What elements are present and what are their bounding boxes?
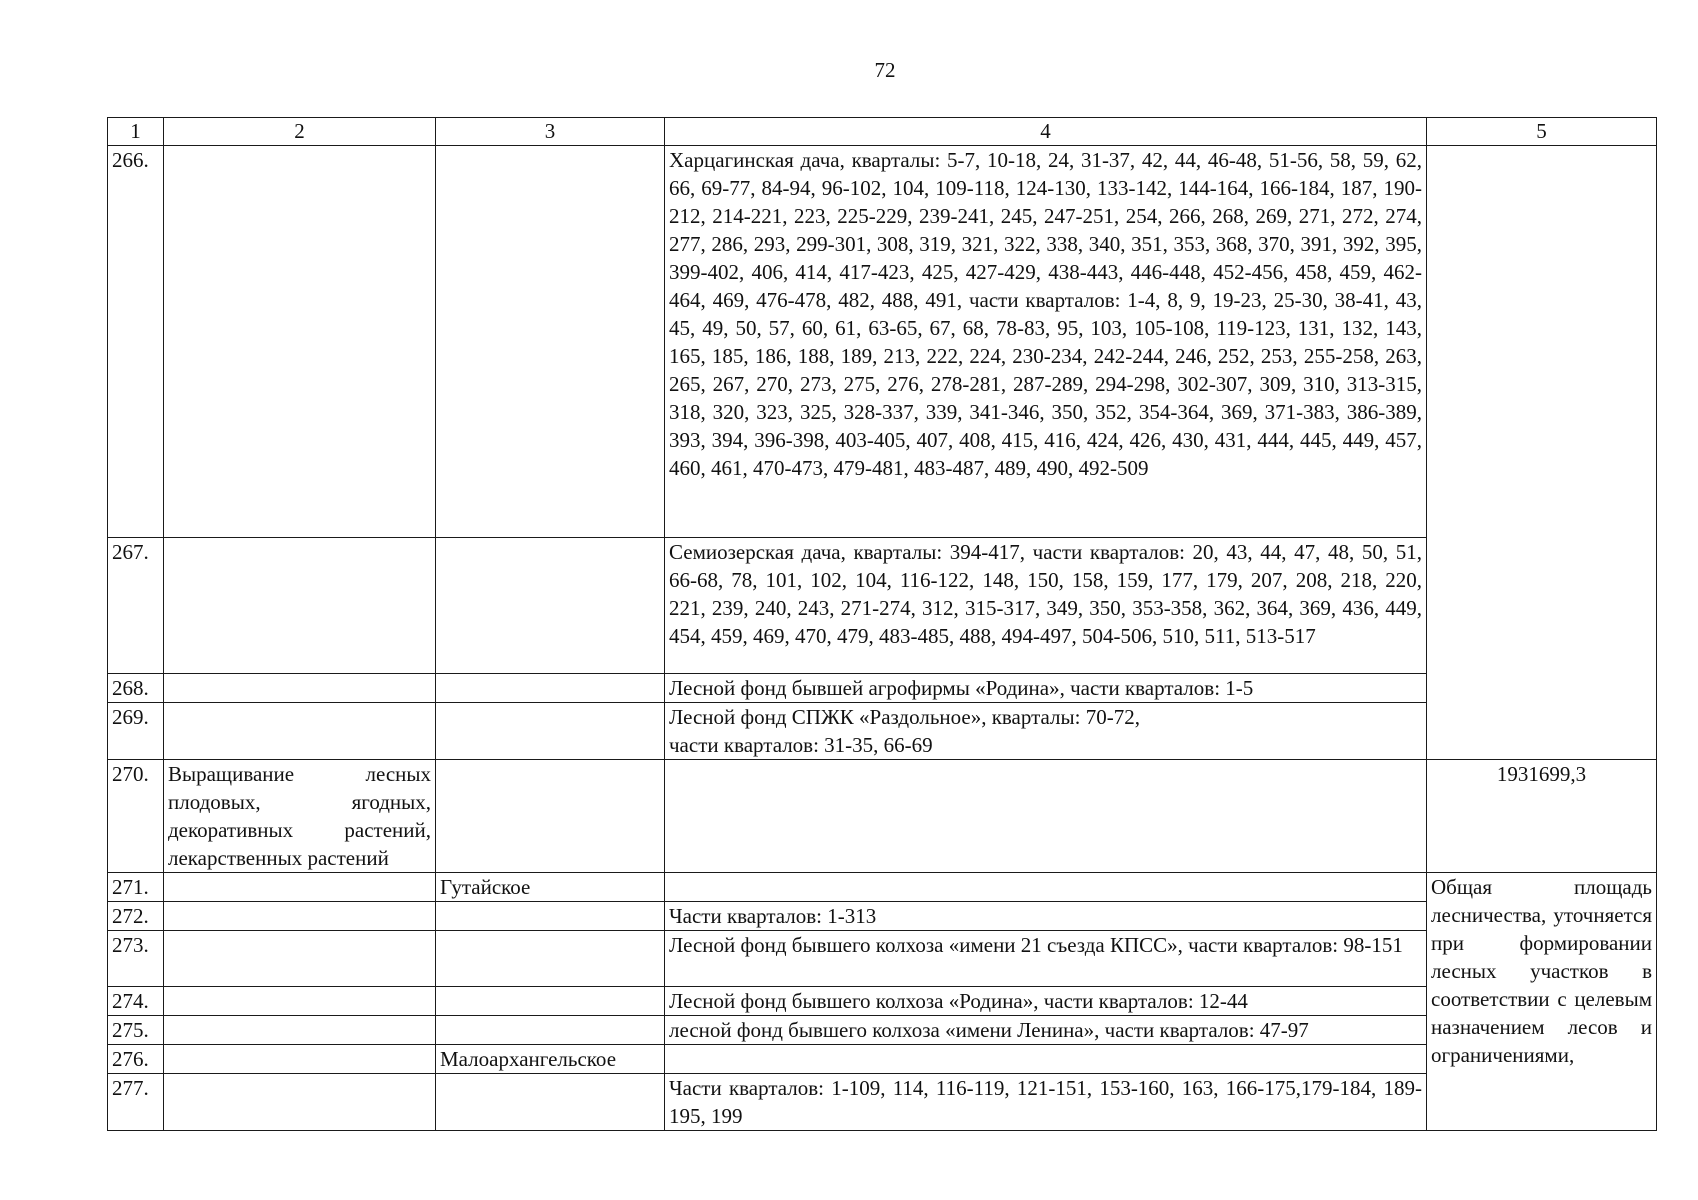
row-forestry <box>436 902 665 931</box>
row-area-empty <box>1427 146 1657 760</box>
header-col-4: 4 <box>665 118 1427 146</box>
row-number: 276. <box>108 1045 164 1074</box>
row-number: 273. <box>108 931 164 987</box>
area-note: Общая площадь лесничества, уточняется при формировании лесных участков в соответствии с целевым назначением лесов и ограничениями, <box>1427 873 1657 1131</box>
row-forestry <box>436 931 665 987</box>
row-forestry <box>436 987 665 1016</box>
row-purpose <box>164 1016 436 1045</box>
row-quarters: Лесной фонд бывшей агрофирмы «Родина», части кварталов: 1-5 <box>665 674 1427 703</box>
table-row <box>108 760 1657 873</box>
forest-quarters-table <box>107 117 1657 1131</box>
row-number: 275. <box>108 1016 164 1045</box>
table-row <box>108 873 1657 902</box>
table-row <box>108 902 1657 931</box>
table-row <box>108 931 1657 987</box>
row-purpose <box>164 674 436 703</box>
row-purpose <box>164 146 436 538</box>
table-row <box>108 987 1657 1016</box>
row-purpose <box>164 1074 436 1131</box>
header-col-5: 5 <box>1427 118 1657 146</box>
header-col-3: 3 <box>436 118 665 146</box>
table-row <box>108 703 1657 760</box>
row-purpose <box>164 538 436 674</box>
row-number: 269. <box>108 703 164 760</box>
table-row <box>108 146 1657 538</box>
table-row <box>108 1045 1657 1074</box>
table-row <box>108 674 1657 703</box>
row-purpose <box>164 931 436 987</box>
row-forestry: Гутайское <box>436 873 665 902</box>
row-number: 270. <box>108 760 164 873</box>
row-number: 277. <box>108 1074 164 1131</box>
row-quarters: Части кварталов: 1-109, 114, 116-119, 121-151, 153-160, 163, 166-175,179-184, 189-195, 199 <box>665 1074 1427 1131</box>
row-area-value: 1931699,3 <box>1427 760 1657 873</box>
row-purpose <box>164 873 436 902</box>
row-quarters: лесной фонд бывшего колхоза «имени Ленина», части кварталов: 47-97 <box>665 1016 1427 1045</box>
row-quarters <box>665 873 1427 902</box>
row-number: 266. <box>108 146 164 538</box>
row-quarters: Лесной фонд бывшего колхоза «имени 21 съезда КПСС», части кварталов: 98-151 <box>665 931 1427 987</box>
page-number: 72 <box>874 58 896 82</box>
row-quarters: Лесной фонд бывшего колхоза «Родина», части кварталов: 12-44 <box>665 987 1427 1016</box>
table-header-row <box>108 118 1657 146</box>
row-quarters: Части кварталов: 1-313 <box>665 902 1427 931</box>
row-purpose <box>164 1045 436 1074</box>
row-forestry <box>436 760 665 873</box>
table-row <box>108 1016 1657 1045</box>
row-quarters <box>665 703 1427 760</box>
row-forestry <box>436 146 665 538</box>
row-quarters-line-2: части кварталов: 31-35, 66-69 <box>669 733 933 757</box>
row-number: 274. <box>108 987 164 1016</box>
row-number: 272. <box>108 902 164 931</box>
row-purpose <box>164 987 436 1016</box>
row-purpose <box>164 703 436 760</box>
row-purpose <box>164 902 436 931</box>
row-forestry <box>436 703 665 760</box>
row-purpose: Выращивание лесных плодовых, ягодных, декоративных растений, лекарственных растений <box>164 760 436 873</box>
row-number: 271. <box>108 873 164 902</box>
row-quarters: Семиозерская дача, кварталы: 394-417, части кварталов: 20, 43, 44, 47, 48, 50, 51, 66-68, 78, 101, 102, 104, 116-122, 148, 150, 158, 159, 177, 179, 207, 208, 218, 220, 221, 239, 240, 243, 271-274, 312, 315-317, 349, 350, 353-358, 362, 364, 369, 436, 449, 454, 459, 469, 470, 479, 483-485, 488, 494-497, 504-506, 510, 511, 513-517 <box>665 538 1427 674</box>
row-number: 267. <box>108 538 164 674</box>
row-forestry <box>436 538 665 674</box>
row-forestry: Малоархангельское <box>436 1045 665 1074</box>
row-number: 268. <box>108 674 164 703</box>
row-quarters <box>665 760 1427 873</box>
row-quarters-line-1: Лесной фонд СПЖК «Раздольное», кварталы: 70-72, <box>669 705 1140 729</box>
header-col-1: 1 <box>108 118 164 146</box>
row-forestry <box>436 1016 665 1045</box>
table-row <box>108 1074 1657 1131</box>
row-forestry <box>436 1074 665 1131</box>
header-col-2: 2 <box>164 118 436 146</box>
row-quarters <box>665 1045 1427 1074</box>
row-forestry <box>436 674 665 703</box>
row-quarters: Харцагинская дача, кварталы: 5-7, 10-18, 24, 31-37, 42, 44, 46-48, 51-56, 58, 59, 62, 66, 69-77, 84-94, 96-102, 104, 109-118, 124-130, 133-142, 144-164, 166-184, 187, 190-212, 214-221, 223, 225-229, 239-241, 245, 247-251, 254, 266, 268, 269, 271, 272, 274, 277, 286, 293, 299-301, 308, 319, 321, 322, 338, 340, 351, 353, 368, 370, 391, 392, 395, 399-402, 406, 414, 417-423, 425, 427-429, 438-443, 446-448, 452-456, 458, 459, 462-464, 469, 476-478, 482, 488, 491, части кварталов: 1-4, 8, 9, 19-23, 25-30, 38-41, 43, 45, 49, 50, 57, 60, 61, 63-65, 67, 68, 78-83, 95, 103, 105-108, 119-123, 131, 132, 143, 165, 185, 186, 188, 189, 213, 222, 224, 230-234, 242-244, 246, 252, 253, 255-258, 263, 265, 267, 270, 273, 275, 276, 278-281, 287-289, 294-298, 302-307, 309, 310, 313-315, 318, 320, 323, 325, 328-337, 339, 341-346, 350, 352, 354-364, 369, 371-383, 386-389, 393, 394, 396-398, 403-405, 407, 408, 415, 416, 424, 426, 430, 431, 444, 445, 449, 457, 460, 461, 470-473, 479-481, 483-487, 489, 490, 492-509 <box>665 146 1427 538</box>
table-row <box>108 538 1657 674</box>
